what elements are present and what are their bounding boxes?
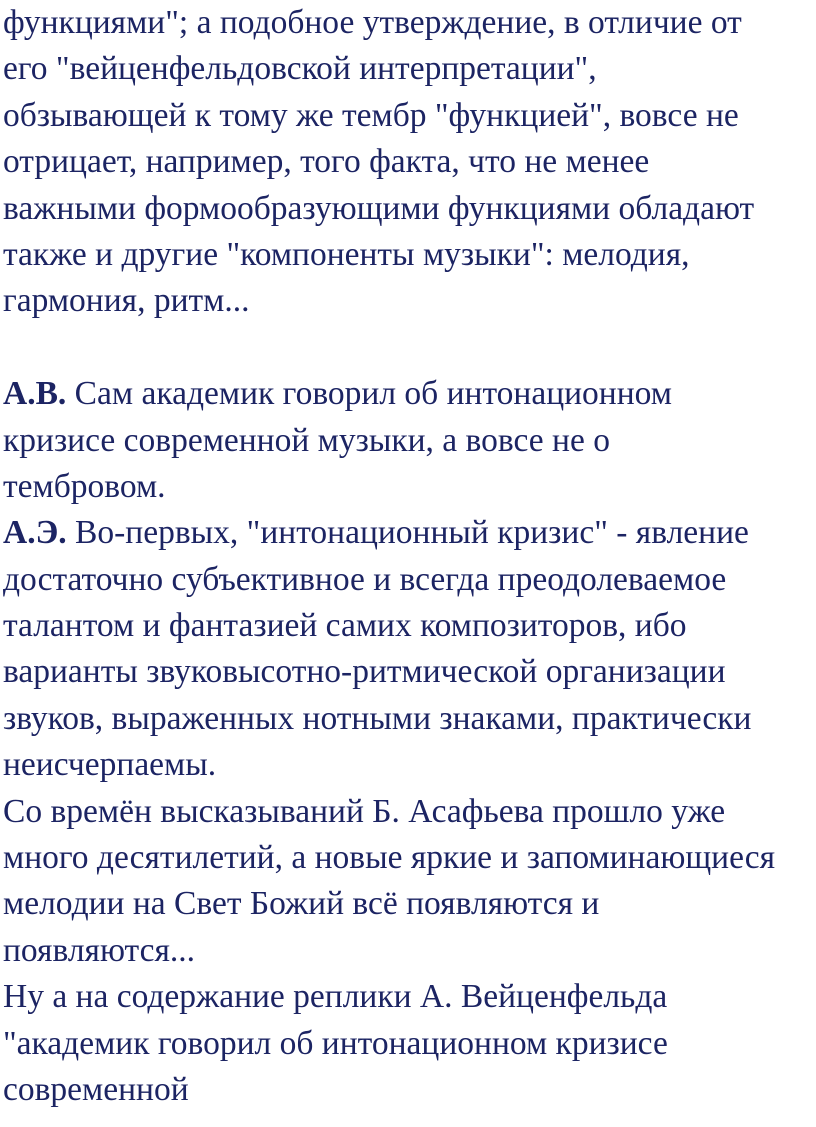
text-line: отрицает, например, того факта, что не менее xyxy=(3,143,650,181)
text-line: много десятилетий, а новые яркие и запоминающиеся xyxy=(3,839,776,877)
text-line: его "вейценфельдовской интерпретации", xyxy=(3,50,597,88)
text-line xyxy=(3,371,812,417)
text-line: Со времён высказываний Б. Асафьева прошло уже xyxy=(3,792,726,830)
paragraph-ae-reply xyxy=(3,510,812,788)
speaker-label: А.В. xyxy=(3,375,67,413)
text-line xyxy=(3,510,812,556)
text-line: "академик говорил об интонационном кризисе xyxy=(3,1024,668,1062)
text-line: функциями"; а подобное утверждение, в отличие от xyxy=(3,4,742,41)
text-line: важными формообразующими функциями обладают xyxy=(3,189,755,227)
text-line: появляются... xyxy=(3,931,195,969)
text-line: достаточно субъективное и всегда преодолеваемое xyxy=(3,560,727,598)
text-line: тембровом. xyxy=(3,467,166,505)
text-line: мелодии на Свет Божий всё появляются и xyxy=(3,885,600,923)
paragraph-weizenfeld-remark xyxy=(3,974,812,1113)
reply-text: Сам академик говорил об интонационном xyxy=(66,375,672,413)
paragraph-av-reply xyxy=(3,371,812,510)
text-line: звуков, выраженных нотными знаками, практически xyxy=(3,699,752,737)
speaker-label: А.Э. xyxy=(3,514,67,552)
paragraph-timbre-functions xyxy=(3,0,812,325)
text-line: кризисе современной музыки, а вовсе не о xyxy=(3,421,610,459)
text-line: гармония, ритм... xyxy=(3,282,250,320)
text-line: талантом и фантазией самих композиторов, ибо xyxy=(3,607,687,645)
text-line: неисчерпаемы. xyxy=(3,746,217,784)
text-line: Ну а на содержание реплики А. Вейценфельда xyxy=(3,978,668,1016)
reply-text: Во-первых, "интонационный кризис" - явление xyxy=(66,514,749,552)
text-line: современной xyxy=(3,1070,189,1108)
paragraph-asafyev xyxy=(3,789,812,975)
paragraph-spacer xyxy=(3,325,812,371)
text-line: обзывающей к тому же тембр "функцией", вовсе не xyxy=(3,96,739,134)
text-line: также и другие "компоненты музыки": мелодия, xyxy=(3,235,690,273)
text-line: варианты звуковысотно-ритмической организации xyxy=(3,653,726,691)
